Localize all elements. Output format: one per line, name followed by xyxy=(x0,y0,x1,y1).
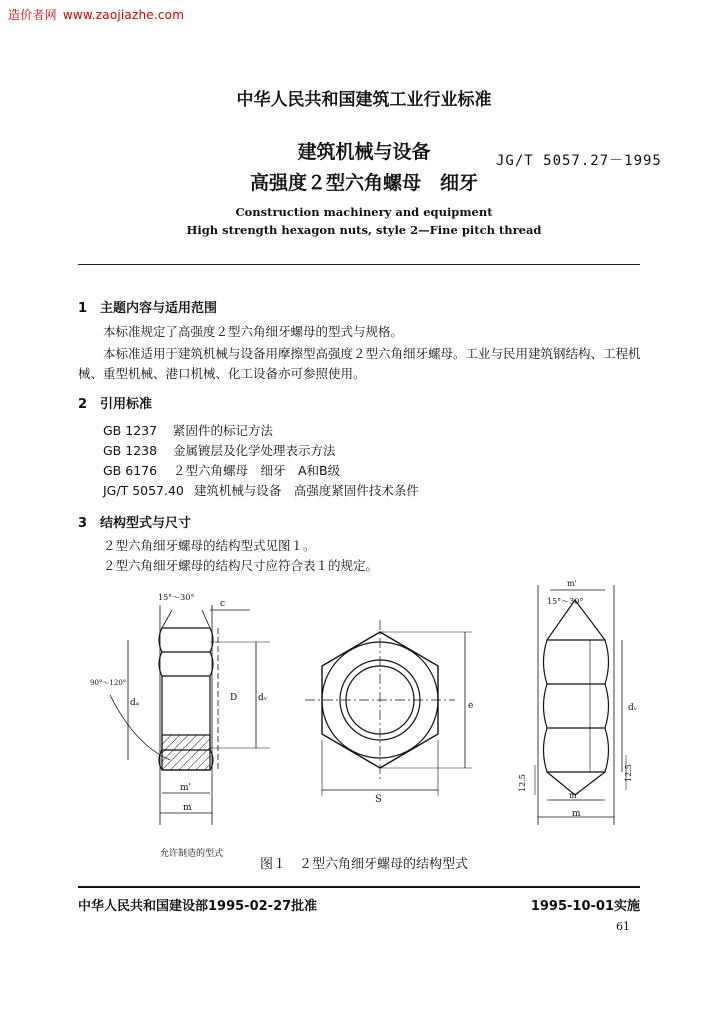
figure-caption: 图１ ２型六角细牙螺母的结构型式 xyxy=(259,857,468,872)
label-e: e xyxy=(468,701,474,711)
section-title: 引用标准 xyxy=(100,397,153,412)
label-D: D xyxy=(230,693,238,703)
section-1-heading xyxy=(78,297,217,316)
reference-title: 建筑机械与设备 高强度紧固件技术条件 xyxy=(193,483,419,498)
page-number: 61 xyxy=(616,920,630,933)
label-s: S xyxy=(375,794,382,805)
section-number: 2 xyxy=(78,397,88,412)
title-en-line-1: Construction machinery and equipment xyxy=(235,205,493,219)
reference-code: GB 1237 xyxy=(103,423,158,438)
title-line-1: 建筑机械与设备 xyxy=(297,141,431,163)
top-view-hexagon xyxy=(305,620,473,805)
label-m-right: m xyxy=(572,809,581,819)
reference-item xyxy=(103,481,419,499)
label-angle-left: 15°～30° xyxy=(158,593,195,602)
figure-note: 允许制造的型式 xyxy=(160,849,224,859)
header-rule xyxy=(78,264,640,265)
label-dw-right: dᵥ xyxy=(628,703,638,713)
label-dw: dᵥ xyxy=(258,693,268,703)
standard-number: JG/T 5057.27－1995 xyxy=(496,153,662,169)
side-view-section xyxy=(90,593,270,825)
reference-item xyxy=(103,461,340,479)
reference-item xyxy=(103,421,273,439)
section-number: 1 xyxy=(78,301,88,316)
nut-structure-figure xyxy=(80,580,660,850)
approval-line: 中华人民共和国建设部1995-02-27批准 xyxy=(78,899,318,914)
reference-title: 紧固件的标记方法 xyxy=(173,423,274,438)
section-number: 3 xyxy=(78,516,88,531)
section-title: 主题内容与适用范围 xyxy=(100,301,218,316)
side-view-chamfered xyxy=(518,580,638,825)
label-angle-right: 15°～30° xyxy=(547,597,584,606)
reference-code: GB 1238 xyxy=(103,443,158,458)
label-m-left: m xyxy=(183,803,192,813)
section-title: 结构型式与尺寸 xyxy=(100,516,192,531)
watermark-url[interactable]: www.zaojiazhe.com xyxy=(62,8,185,22)
title-line-2: 高强度２型六角螺母 细牙 xyxy=(249,172,478,194)
section-2-heading xyxy=(78,393,152,412)
label-c: c xyxy=(220,599,226,609)
paragraph: 械、重型机械、港口机械、化工设备亦可参照使用。 xyxy=(78,366,366,381)
issuing-agency: 中华人民共和国建筑工业行业标准 xyxy=(236,90,492,110)
reference-title: ２型六角螺母 细牙 A和B级 xyxy=(173,463,341,478)
label-12-5-right: 12.5 xyxy=(624,764,633,782)
reference-title: 金属镀层及化学处理表示方法 xyxy=(173,443,336,458)
watermark xyxy=(8,6,184,23)
label-m-prime-left: m' xyxy=(180,783,192,793)
label-da: dₐ xyxy=(130,698,140,708)
reference-item xyxy=(103,441,336,459)
reference-code: JG/T 5057.40 xyxy=(103,483,184,498)
paragraph: 本标准适用于建筑机械与设备用摩擦型高强度２型六角细牙螺母。工业与民用建筑钢结构、工程机 xyxy=(103,346,641,361)
label-chamfer-angle: 90°～120° xyxy=(90,679,127,687)
paragraph: ２型六角细牙螺母的结构尺寸应符合表１的规定。 xyxy=(103,558,379,573)
effective-date: 1995-10-01实施 xyxy=(530,899,640,914)
label-m-prime-top: m' xyxy=(567,580,577,588)
paragraph: 本标准规定了高强度２型六角细牙螺母的型式与规格。 xyxy=(103,324,404,339)
footer-rule xyxy=(78,886,640,888)
paragraph: ２型六角细牙螺母的结构型式见图１。 xyxy=(103,538,316,553)
watermark-site: 造价者网 xyxy=(8,8,57,22)
label-m-prime-bottom: m' xyxy=(569,791,579,800)
title-en-line-2: High strength hexagon nuts, style 2—Fine pitch thread xyxy=(186,223,542,237)
section-3-heading xyxy=(78,512,191,531)
reference-code: GB 6176 xyxy=(103,463,158,478)
label-12-5-left: 12.5 xyxy=(518,774,527,792)
